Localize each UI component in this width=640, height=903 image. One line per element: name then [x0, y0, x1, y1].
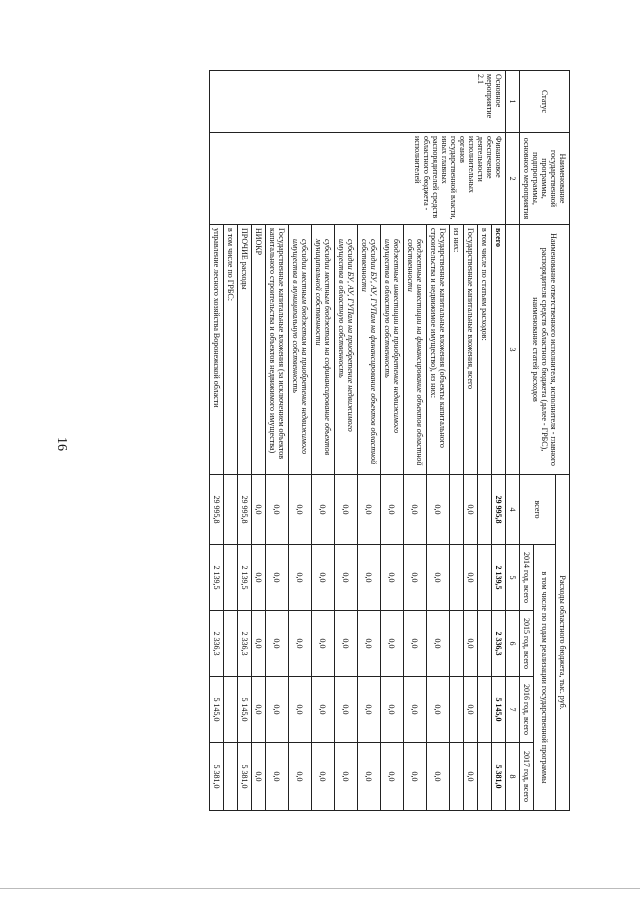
value-cell: 0,0 [404, 611, 427, 677]
value-cell: 5 145,0 [238, 677, 252, 743]
value-cell: 0,0 [252, 743, 266, 811]
value-cell [478, 677, 492, 743]
row-label: Государственные капитальные вложения (за исключением объектов капитального строительства и объектов недвижимого имущества) [266, 225, 289, 475]
value-cell: 5 381,0 [210, 743, 224, 811]
header-year: 2015 год, всего [520, 611, 534, 677]
value-cell [478, 743, 492, 811]
row-label: субсидии местным бюджетам на софинансирование объектов муниципальной собственности [312, 225, 335, 475]
value-cell: 0,0 [404, 545, 427, 611]
value-cell: 0,0 [358, 611, 381, 677]
rotated-sheet [70, 70, 570, 810]
value-cell [450, 545, 464, 611]
value-cell: 0,0 [381, 545, 404, 611]
value-cell: 0,0 [312, 611, 335, 677]
value-cell: 0,0 [335, 743, 358, 811]
value-cell [450, 677, 464, 743]
scan-edge-line [0, 888, 640, 889]
row-label: в том числе по статьям расходов: [478, 225, 492, 475]
value-cell [478, 545, 492, 611]
value-cell [224, 677, 238, 743]
value-cell: 0,0 [266, 611, 289, 677]
row-label: управление лесного хозяйства Воронежской области [210, 225, 224, 475]
value-cell [478, 611, 492, 677]
value-cell: 0,0 [335, 677, 358, 743]
value-cell: 0,0 [358, 743, 381, 811]
value-cell: 0,0 [252, 545, 266, 611]
table-row [492, 71, 506, 811]
value-cell: 0,0 [358, 677, 381, 743]
value-cell: 0,0 [381, 475, 404, 545]
value-cell: 2 336,3 [210, 611, 224, 677]
value-cell: 0,0 [427, 677, 450, 743]
budget-table [209, 70, 570, 811]
value-cell: 0,0 [464, 677, 478, 743]
value-cell: 2 139,5 [492, 545, 506, 611]
row-label: субсидии местным бюджетам на приобретение недвижимого имущества в муниципальную собственность [289, 225, 312, 475]
value-cell: 0,0 [464, 611, 478, 677]
value-cell: 0,0 [404, 677, 427, 743]
row-label: Государственные капитальные вложения (объекты капитального строительства и недвижимое имущество), из них: [427, 225, 450, 475]
value-cell: 0,0 [427, 743, 450, 811]
value-cell: 0,0 [358, 475, 381, 545]
row-label: бюджетные инвестиции на финансирование объектов областной собственности [404, 225, 427, 475]
value-cell [450, 475, 464, 545]
col-number: 5 [506, 545, 520, 611]
value-cell: 5 381,0 [492, 743, 506, 811]
value-cell: 0,0 [427, 475, 450, 545]
value-cell: 0,0 [427, 545, 450, 611]
value-cell [450, 611, 464, 677]
row-label: из них: [450, 225, 464, 475]
status-cell: Основное мероприятие 2.1 [210, 71, 506, 133]
value-cell [224, 743, 238, 811]
value-cell: 29 995,8 [210, 475, 224, 545]
col-number: 2 [506, 133, 520, 225]
value-cell: 2 336,3 [238, 611, 252, 677]
value-cell: 2 139,5 [210, 545, 224, 611]
value-cell [224, 475, 238, 545]
value-cell: 0,0 [404, 475, 427, 545]
header-executor: Наименование ответственного исполнителя, исполнителя - главного распорядителя средств областного бюджета (далее - ГРБС), наименование статей расходов [520, 225, 570, 475]
value-cell: 0,0 [404, 743, 427, 811]
value-cell: 0,0 [252, 475, 266, 545]
value-cell [478, 475, 492, 545]
value-cell: 0,0 [289, 611, 312, 677]
value-cell: 0,0 [266, 677, 289, 743]
header-expenses: Расходы областного бюджета, тыс. руб. [556, 475, 570, 811]
value-cell: 0,0 [335, 611, 358, 677]
value-cell: 29 995,8 [238, 475, 252, 545]
value-cell: 0,0 [381, 743, 404, 811]
header-year: 2014 год, всего [520, 545, 534, 611]
col-number: 4 [506, 475, 520, 545]
header-program: Наименование государственной программы, подпрограммы, основного мероприятия [520, 133, 570, 225]
value-cell: 0,0 [335, 475, 358, 545]
value-cell: 2 336,3 [492, 611, 506, 677]
header-year: 2017 год, всего [520, 743, 534, 811]
value-cell: 2 139,5 [238, 545, 252, 611]
row-label: в том числе по ГРБС: [224, 225, 238, 475]
value-cell: 5 145,0 [210, 677, 224, 743]
row-label: ПРОЧИЕ расходы [238, 225, 252, 475]
value-cell: 5 381,0 [238, 743, 252, 811]
value-cell: 5 145,0 [492, 677, 506, 743]
value-cell: 0,0 [289, 677, 312, 743]
col-number: 6 [506, 611, 520, 677]
value-cell: 0,0 [289, 545, 312, 611]
header-by-years: в том числе по годам реализации государственной программы [534, 545, 556, 811]
header-status: Статус [520, 71, 570, 133]
col-number: 8 [506, 743, 520, 811]
value-cell: 0,0 [252, 611, 266, 677]
value-cell: 0,0 [464, 545, 478, 611]
value-cell: 0,0 [266, 545, 289, 611]
row-label: всего [492, 225, 506, 475]
value-cell: 0,0 [464, 475, 478, 545]
value-cell: 0,0 [312, 475, 335, 545]
value-cell [450, 743, 464, 811]
value-cell: 0,0 [289, 743, 312, 811]
row-label: Государственные капитальные вложения, всего [464, 225, 478, 475]
value-cell: 0,0 [252, 677, 266, 743]
value-cell: 0,0 [289, 475, 312, 545]
program-name-cell: Финансовое обеспечение деятельности исполнительных органов государственной власти, иных главных распорядителей средств областного бюджета - исполнителей [210, 133, 506, 225]
value-cell: 0,0 [358, 545, 381, 611]
value-cell: 0,0 [312, 545, 335, 611]
page-number: 16 [54, 437, 69, 451]
col-number: 3 [506, 225, 520, 475]
row-label: НИОКР [252, 225, 266, 475]
col-number: 7 [506, 677, 520, 743]
value-cell: 0,0 [427, 611, 450, 677]
value-cell: 0,0 [266, 743, 289, 811]
value-cell [224, 545, 238, 611]
value-cell: 0,0 [312, 677, 335, 743]
value-cell: 0,0 [464, 743, 478, 811]
value-cell: 29 995,8 [492, 475, 506, 545]
value-cell [224, 611, 238, 677]
col-number: 1 [506, 71, 520, 133]
row-label: бюджетные инвестиции на приобретение недвижимого имущества в областную собственность [381, 225, 404, 475]
header-total: всего [520, 475, 556, 545]
row-label: субсидии БУ, АУ, ГУПам на финансирование объектов областной собственности [358, 225, 381, 475]
row-label: субсидии БУ, АУ, ГУПам на приобретение недвижимого имущества в областную собственность [335, 225, 358, 475]
value-cell: 0,0 [381, 611, 404, 677]
value-cell: 0,0 [312, 743, 335, 811]
value-cell: 0,0 [381, 677, 404, 743]
value-cell: 0,0 [335, 545, 358, 611]
table-body [210, 71, 506, 811]
value-cell: 0,0 [266, 475, 289, 545]
header-year: 2016 год, всего [520, 677, 534, 743]
